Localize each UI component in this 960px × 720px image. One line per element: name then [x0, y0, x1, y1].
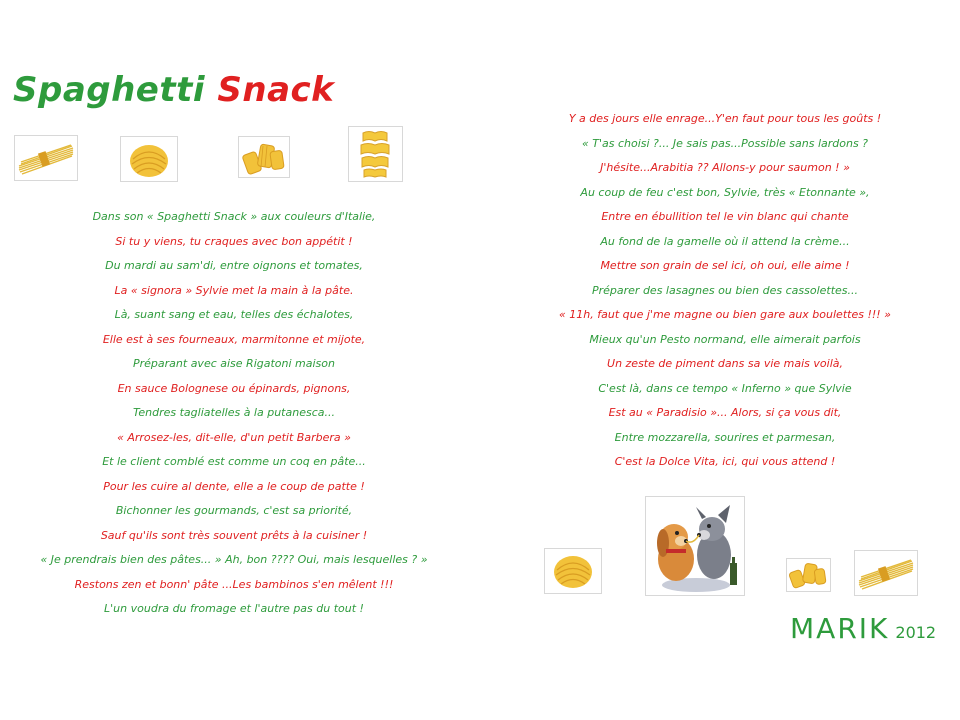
lasagna-sheets-icon [348, 126, 403, 182]
poem-line: C'est là, dans ce tempo « Inferno » que Sylvie [598, 381, 852, 395]
poem-line: J'hésite...Arabitia ?? Allons-y pour saumon ! » [600, 161, 850, 174]
poem-line: Et le client comblé est comme un coq en pâte... [102, 455, 366, 468]
poem-line: Au fond de la gamelle où il attend la crème... [600, 234, 850, 248]
poem-line: Du mardi au sam'di, entre oignons et tomates, [105, 259, 363, 272]
poem-line: Tendres tagliatelles à la putanesca... [133, 406, 335, 419]
poem-line: Entre mozzarella, sourires et parmesan, [614, 430, 836, 444]
poem-line: En sauce Bolognese ou épinards, pignons, [117, 381, 351, 395]
poem-left-column [0, 205, 468, 622]
poem-line: Y a des jours elle enrage...Y'en faut pour tous les goûts ! [568, 112, 882, 125]
signature-year: 2012 [895, 623, 937, 642]
poem-line: Dans son « Spaghetti Snack » aux couleurs d'Italie, [92, 210, 376, 223]
poem-line: Pour les cuire al dente, elle a le coup de patte ! [103, 479, 365, 493]
poem-line: C'est la Dolce Vita, ici, qui vous attend ! [614, 455, 836, 468]
signature-name: MARIK [790, 612, 890, 645]
rigatoni-icon [786, 558, 831, 592]
poem-line: « Arrosez-les, dit-elle, d'un petit Barbera » [117, 430, 351, 444]
poem-line: Si tu y viens, tu craques avec bon appétit ! [115, 234, 353, 248]
poem-line: La « signora » Sylvie met la main à la pâte. [114, 283, 354, 297]
signature [790, 612, 936, 645]
poem-line: Est au « Paradisio »... Alors, si ça vous dit, [608, 406, 842, 419]
poem-line: Bichonner les gourmands, c'est sa priorité, [115, 504, 353, 517]
page-title [13, 70, 334, 110]
poem-line: « Je prendrais bien des pâtes... » Ah, bon ???? Oui, mais lesquelles ? » [40, 553, 428, 566]
poem-line: Restons zen et bonn' pâte ...Les bambinos s'en mêlent !!! [74, 577, 394, 591]
poem-line: Entre en ébullition tel le vin blanc qui chante [601, 210, 849, 223]
poem-line: Préparer des lasagnes ou bien des cassolettes... [591, 283, 859, 297]
poem-line: Mieux qu'un Pesto normand, elle aimerait parfois [589, 332, 861, 346]
poem-line: « 11h, faut que j'me magne ou bien gare aux boulettes !!! » [559, 308, 891, 321]
tagliatelle-nest-icon [120, 136, 178, 182]
poem-line: « T'as choisi ?... Je sais pas...Possible sans lardons ? [581, 136, 869, 150]
poem-line: Préparant avec aise Rigatoni maison [133, 357, 335, 370]
poem-line: Au coup de feu c'est bon, Sylvie, très « Etonnante », [580, 185, 870, 199]
tagliatelle-nest-icon [544, 548, 602, 594]
lady-and-tramp-illustration [645, 496, 745, 596]
poem-line: Elle est à ses fourneaux, marmitonne et mijote, [102, 332, 366, 346]
poem-line: Un zeste de piment dans sa vie mais voilà, [607, 357, 843, 370]
poem-line: Mettre son grain de sel ici, oh oui, elle aime ! [600, 259, 850, 272]
spaghetti-bundle-icon [14, 135, 78, 181]
poem-line: Sauf qu'ils sont très souvent prêts à la cuisiner ! [100, 528, 368, 542]
rigatoni-icon [238, 136, 290, 178]
poem-line: Là, suant sang et eau, telles des échalotes, [114, 308, 354, 321]
title-word-snack: Snack [217, 70, 335, 110]
poem-line: L'un voudra du fromage et l'autre pas du tout ! [104, 602, 364, 615]
spaghetti-bundle-icon [854, 550, 918, 596]
title-word-spaghetti: Spaghetti [13, 70, 206, 110]
poem-right-column [500, 107, 950, 475]
